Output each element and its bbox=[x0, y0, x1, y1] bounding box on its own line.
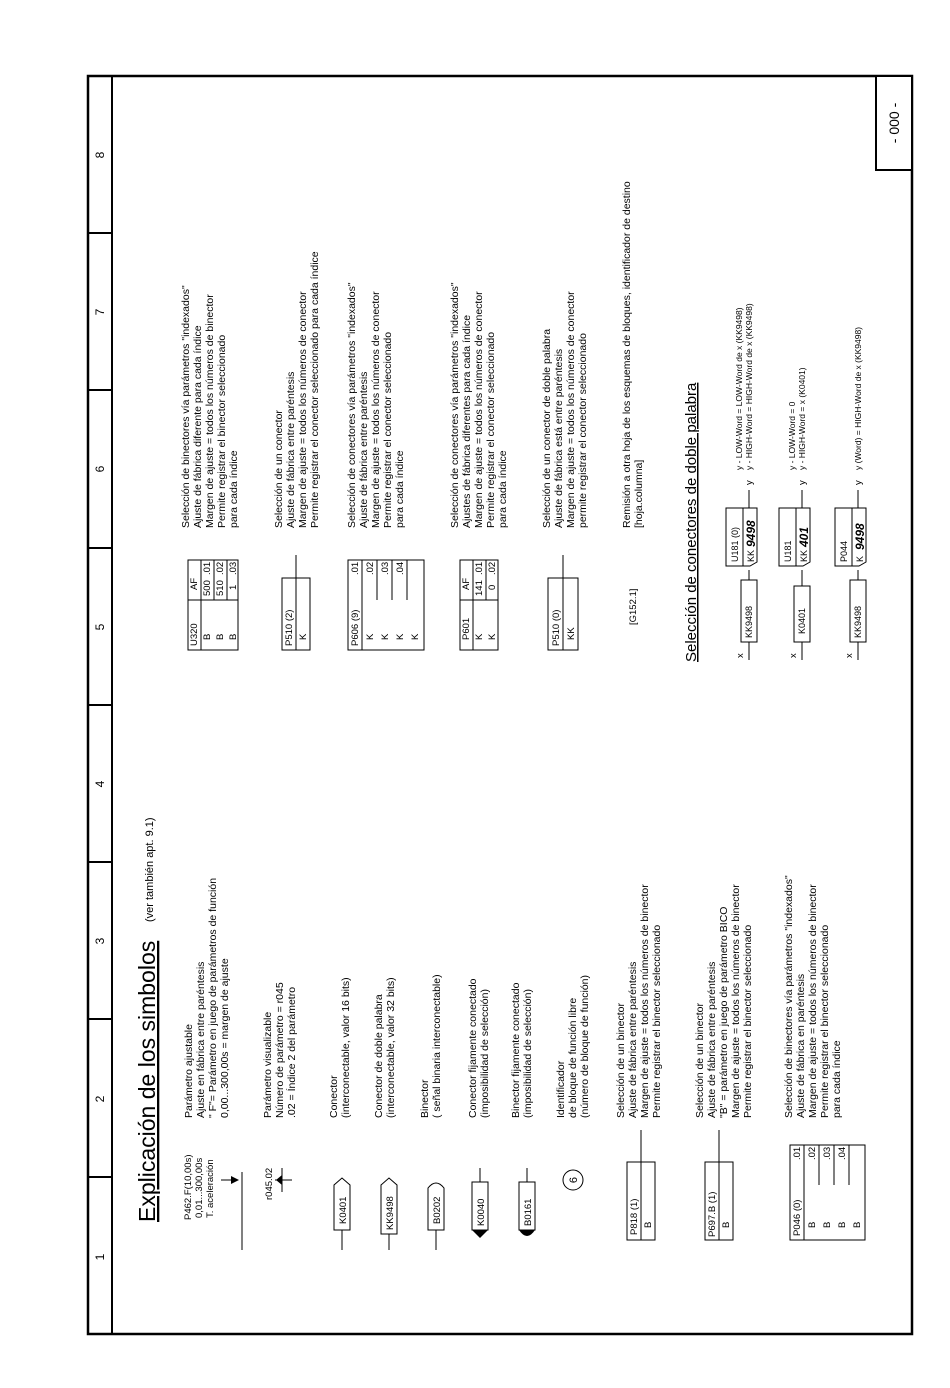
p601-symbol bbox=[460, 560, 498, 650]
visual-code: r045.02 bbox=[264, 1167, 275, 1200]
desc-line: [hoja.columna] bbox=[633, 459, 645, 528]
select-binector-code: P818 (1) bbox=[629, 1198, 640, 1235]
index-label: .03 bbox=[380, 561, 391, 575]
desc-line: Identificador bbox=[555, 1060, 567, 1118]
desc-line: Selección de un binector bbox=[615, 1003, 627, 1118]
connector-symbol bbox=[334, 1178, 350, 1250]
u320-code: U320 bbox=[189, 623, 200, 646]
desc-line: Selección de conectores vía parámetros "indexados" bbox=[346, 282, 358, 528]
p510-kk-description bbox=[541, 291, 589, 528]
desc-line: Ajuste de fábrica entre paréntesis bbox=[706, 961, 718, 1118]
desc-line: Permite registrar el binector seleccionado bbox=[819, 924, 831, 1118]
desc-line: Permite registrar el binector seleccionado bbox=[651, 924, 663, 1118]
double-word-row-description bbox=[734, 303, 754, 470]
desc-line: Ajustes de fábrica diferentes para cada índice bbox=[461, 314, 473, 528]
desc-line: Conector fijamente conectado bbox=[467, 978, 479, 1118]
fixed-connector-code: K0040 bbox=[476, 1198, 487, 1226]
identifier-symbol bbox=[563, 1170, 583, 1190]
port-label: K bbox=[380, 633, 391, 640]
desc-line: Permite registrar el conector seleccionado bbox=[382, 331, 394, 528]
double-connector-symbol bbox=[381, 1178, 397, 1250]
desc-line: para cada índice bbox=[394, 450, 406, 528]
select-binectors-indexed-symbol bbox=[790, 1145, 865, 1240]
dw-y: y bbox=[797, 480, 808, 485]
dw-src: KK9498 bbox=[744, 605, 754, 638]
dw-prefix: KK bbox=[799, 549, 809, 562]
dw-x: x bbox=[735, 653, 746, 658]
reference-code: [G152.1] bbox=[628, 588, 639, 625]
connector-code: K0401 bbox=[338, 1196, 349, 1224]
desc-line: " F"= Parámetro en juego de parámetros de función bbox=[207, 877, 219, 1118]
desc-line: ( señal binaria interconectable) bbox=[431, 974, 443, 1118]
visual-param-symbol bbox=[264, 1168, 292, 1200]
dw-param: U181 bbox=[783, 540, 793, 562]
fixed-binector-description bbox=[510, 982, 534, 1118]
p510-kk-code: P510 (0) bbox=[551, 609, 562, 646]
desc-line: de bloque de función libre bbox=[567, 997, 579, 1118]
port-label: B bbox=[228, 633, 239, 640]
desc-line: Margen de ajuste = todos los números de conector bbox=[473, 291, 485, 528]
desc-line: Permite registrar el binector seleccionado bbox=[216, 334, 228, 528]
index-label: .02 bbox=[807, 1146, 818, 1160]
dw-value: 9498 bbox=[853, 523, 867, 550]
port-label: K bbox=[487, 633, 498, 640]
identifier-description bbox=[555, 975, 591, 1118]
desc-line: Ajuste de fábrica entre paréntesis bbox=[627, 961, 639, 1118]
p606-symbol bbox=[348, 560, 424, 650]
port-label: B bbox=[852, 1221, 863, 1228]
dw-src: KK9498 bbox=[853, 605, 863, 638]
select-binector-symbol bbox=[627, 1130, 655, 1240]
port-label: B bbox=[807, 1221, 818, 1228]
index-label: .01 bbox=[350, 561, 361, 575]
desc-line: para cada índice bbox=[228, 450, 240, 528]
column-number: 8 bbox=[93, 151, 107, 159]
sheet-title-note: (ver también apt. 9.1) bbox=[144, 817, 156, 922]
select-binector-bico-code: P697.B (1) bbox=[707, 1191, 718, 1237]
p510-symbol bbox=[282, 555, 310, 650]
dw-param: P044 bbox=[839, 540, 849, 562]
desc-line: Selección de binectores vía parámetros "indexados" bbox=[783, 875, 795, 1118]
u320-description bbox=[180, 285, 240, 528]
param-code: P462.F(10,00s) bbox=[183, 1154, 194, 1220]
value-label: 510 bbox=[215, 580, 226, 596]
desc-line: para cada índice bbox=[831, 1040, 843, 1118]
desc-line: Margen de ajuste = todos los números de binector bbox=[639, 884, 651, 1118]
double-word-title: Selección de conectores de doble palabra bbox=[683, 382, 700, 662]
desc-line: Margen de ajuste = todos los números de binector bbox=[730, 884, 742, 1118]
dw-prefix: KK bbox=[746, 549, 756, 562]
param-range: 0,01...300,00s bbox=[194, 1157, 205, 1218]
double-word-row-description bbox=[853, 327, 863, 470]
desc-line: Ajuste de fábrica en paréntesis bbox=[795, 973, 807, 1118]
select-binector-bico-description bbox=[694, 884, 754, 1118]
column-number: 4 bbox=[93, 780, 107, 788]
fixed-binector-symbol bbox=[519, 1168, 535, 1236]
desc-line: (interconectable, valor 16 bits) bbox=[340, 977, 352, 1118]
fixed-connector-symbol bbox=[472, 1168, 488, 1238]
dw-src: K0401 bbox=[797, 607, 807, 634]
port-label: K bbox=[395, 633, 406, 640]
sheet-title: Explicación de los simbolos bbox=[134, 940, 160, 1222]
desc-line: para cada índice bbox=[497, 450, 509, 528]
identifier-code: 6 bbox=[568, 1176, 580, 1184]
value-label: 1 bbox=[228, 584, 239, 590]
index-label: .04 bbox=[395, 561, 406, 575]
fixed-connector-description bbox=[467, 978, 491, 1118]
param-description bbox=[183, 878, 231, 1118]
desc-line: Binector fijamente conectado bbox=[510, 982, 522, 1118]
desc-line: Selección de conectores vía parámetros "indexados" bbox=[449, 282, 461, 528]
p601-description bbox=[449, 282, 509, 528]
select-binector-description bbox=[615, 884, 663, 1118]
param-name: T. aceleración bbox=[205, 1159, 216, 1218]
u320-symbol bbox=[188, 560, 239, 650]
port-label: K bbox=[365, 633, 376, 640]
column-number: 6 bbox=[93, 465, 107, 473]
desc-line: Margen de ajuste = todos los números de binector bbox=[204, 294, 216, 528]
value-label: 0 bbox=[487, 584, 498, 590]
port-label: B bbox=[822, 1221, 833, 1228]
desc-line: Ajuste de fábrica entre paréntesis bbox=[285, 371, 297, 528]
double-word-row bbox=[835, 480, 867, 660]
desc-line: Ajuste de fábrica entre paréntesis bbox=[358, 371, 370, 528]
visual-description bbox=[262, 982, 298, 1118]
port-label: K bbox=[410, 633, 421, 640]
index-label: .03 bbox=[228, 561, 239, 575]
desc-line: Remisión a otra hoja de los esquemas de bloques, identificador de destino bbox=[621, 181, 633, 528]
u320-af: AF bbox=[189, 577, 200, 590]
index-label: .04 bbox=[837, 1146, 848, 1160]
dw-y: y bbox=[744, 480, 755, 485]
column-dividers bbox=[88, 233, 112, 1177]
binector-code: B0202 bbox=[432, 1196, 443, 1224]
port-label: B bbox=[215, 633, 226, 640]
index-label: .01 bbox=[202, 561, 213, 575]
desc-line: Margen de ajuste = todos los números de conector bbox=[370, 291, 382, 528]
p510-port: K bbox=[298, 633, 309, 640]
fixed-binector-code: B0161 bbox=[523, 1198, 534, 1226]
desc-line: Ajuste en fábrica entre paréntesis bbox=[195, 961, 207, 1118]
dw-x: x bbox=[788, 653, 799, 658]
desc-line: Parámetro visualizable bbox=[262, 1011, 274, 1118]
desc-line: (imposibilidad de selección) bbox=[479, 989, 491, 1118]
double-connector-description bbox=[373, 977, 397, 1118]
reference-description bbox=[621, 181, 645, 528]
double-connector-code: KK9498 bbox=[385, 1196, 396, 1230]
dw-prefix: K bbox=[855, 555, 865, 562]
index-label: .01 bbox=[474, 561, 485, 575]
port-label: B bbox=[202, 633, 213, 640]
desc-line: .02 = Índice 2 del parámetro bbox=[286, 986, 298, 1118]
column-number: 3 bbox=[93, 937, 107, 945]
desc-line: 0,00...300,00s = margen de ajuste bbox=[219, 958, 231, 1118]
desc-line: Ajuste de fábrica diferente para cada índice bbox=[192, 325, 204, 528]
column-number: 1 bbox=[93, 1253, 107, 1261]
desc-line: (interconectable, valor 32 bits) bbox=[385, 977, 397, 1118]
desc-line: Permite registrar el conector seleccionado para cada índice bbox=[309, 251, 321, 528]
param-symbol bbox=[183, 1155, 242, 1250]
p510-kk-symbol bbox=[548, 555, 578, 650]
desc-line: Binector bbox=[419, 1079, 431, 1118]
desc-line: y (Word) = HIGH-Word de x (KK9498) bbox=[853, 326, 863, 470]
dw-y: y bbox=[853, 480, 864, 485]
select-binectors-indexed-description bbox=[783, 875, 843, 1118]
desc-line: y - HIGH-Word = HIGH-Word de x (KK9498) bbox=[744, 303, 754, 470]
desc-line: Parámetro ajustable bbox=[183, 1024, 195, 1118]
connector-description bbox=[328, 977, 352, 1118]
desc-line: Margen de ajuste = todos los números de binector bbox=[807, 884, 819, 1118]
desc-line: permite registrar el conector seleccionado bbox=[577, 333, 589, 528]
desc-line: Permite registrar el conector seleccionado bbox=[485, 331, 497, 528]
desc-line: (imposibilidad de selección) bbox=[522, 989, 534, 1118]
index-label: .03 bbox=[822, 1146, 833, 1160]
index-label: .02 bbox=[215, 561, 226, 575]
index-label: .01 bbox=[792, 1146, 803, 1160]
sheet-title-group bbox=[134, 817, 160, 1222]
port-label: K bbox=[474, 633, 485, 640]
dw-param: U181 (0) bbox=[730, 526, 740, 562]
p510-kk-port: KK bbox=[566, 627, 577, 640]
p510-description bbox=[273, 251, 321, 528]
desc-line: Conector de doble palabra bbox=[373, 994, 385, 1118]
index-label: .02 bbox=[365, 561, 376, 575]
page-number: - 000 - bbox=[886, 102, 902, 144]
desc-line: y - LOW-Word = LOW-Word de x (KK9498) bbox=[734, 307, 744, 470]
desc-line: Número de parámetro = r045 bbox=[274, 982, 286, 1118]
dw-x: x bbox=[844, 653, 855, 658]
double-word-row-description bbox=[787, 367, 807, 470]
desc-line: Selección de un conector bbox=[273, 410, 285, 528]
column-number: 2 bbox=[93, 1095, 107, 1103]
dw-value: 401 bbox=[797, 526, 811, 547]
p606-code: P606 (9) bbox=[350, 609, 361, 646]
p601-af: AF bbox=[461, 577, 472, 590]
select-binector-bico-symbol bbox=[705, 1130, 733, 1240]
desc-line: Selección de un conector de doble palabra bbox=[541, 328, 553, 528]
dw-value: 9498 bbox=[744, 520, 758, 547]
desc-line: Margen de ajuste = todos los números de conector bbox=[297, 291, 309, 528]
desc-line: "B" = parámetro en juego de parámetro BICO bbox=[718, 906, 730, 1118]
desc-line: Selección de un binector bbox=[694, 1003, 706, 1118]
p510-code: P510 (2) bbox=[284, 609, 295, 646]
desc-line: y - LOW-Word = 0 bbox=[787, 401, 797, 470]
select-binectors-indexed-code: P046 (0) bbox=[792, 1199, 803, 1236]
port-label: B bbox=[837, 1221, 848, 1228]
select-binector-port: B bbox=[643, 1221, 654, 1228]
desc-line: Conector bbox=[328, 1075, 340, 1118]
desc-line: Ajuste de fábrica está entre paréntesis bbox=[553, 348, 565, 528]
double-word-row bbox=[726, 480, 758, 660]
desc-line: Permite registrar el binector seleccionado bbox=[742, 924, 754, 1118]
value-label: 500 bbox=[202, 580, 213, 596]
p601-code: P601 bbox=[461, 617, 472, 640]
desc-line: y - HIGH-Word = x (K0401) bbox=[797, 367, 807, 470]
binector-symbol bbox=[428, 1183, 444, 1250]
binector-description bbox=[419, 974, 443, 1118]
select-binector-bico-port: B bbox=[721, 1221, 732, 1228]
p606-description bbox=[346, 282, 406, 528]
sheet-border bbox=[88, 76, 912, 1334]
column-number: 7 bbox=[93, 308, 107, 316]
desc-line: Selección de binectores vía parámetros "indexados" bbox=[180, 285, 192, 528]
index-label: .02 bbox=[487, 561, 498, 575]
double-word-row bbox=[779, 480, 811, 660]
value-label: 141 bbox=[474, 580, 485, 596]
desc-line: (número de bloque de función) bbox=[579, 974, 591, 1118]
desc-line: Margen de ajuste = todos los números de conector bbox=[565, 291, 577, 528]
column-number: 5 bbox=[93, 623, 107, 631]
